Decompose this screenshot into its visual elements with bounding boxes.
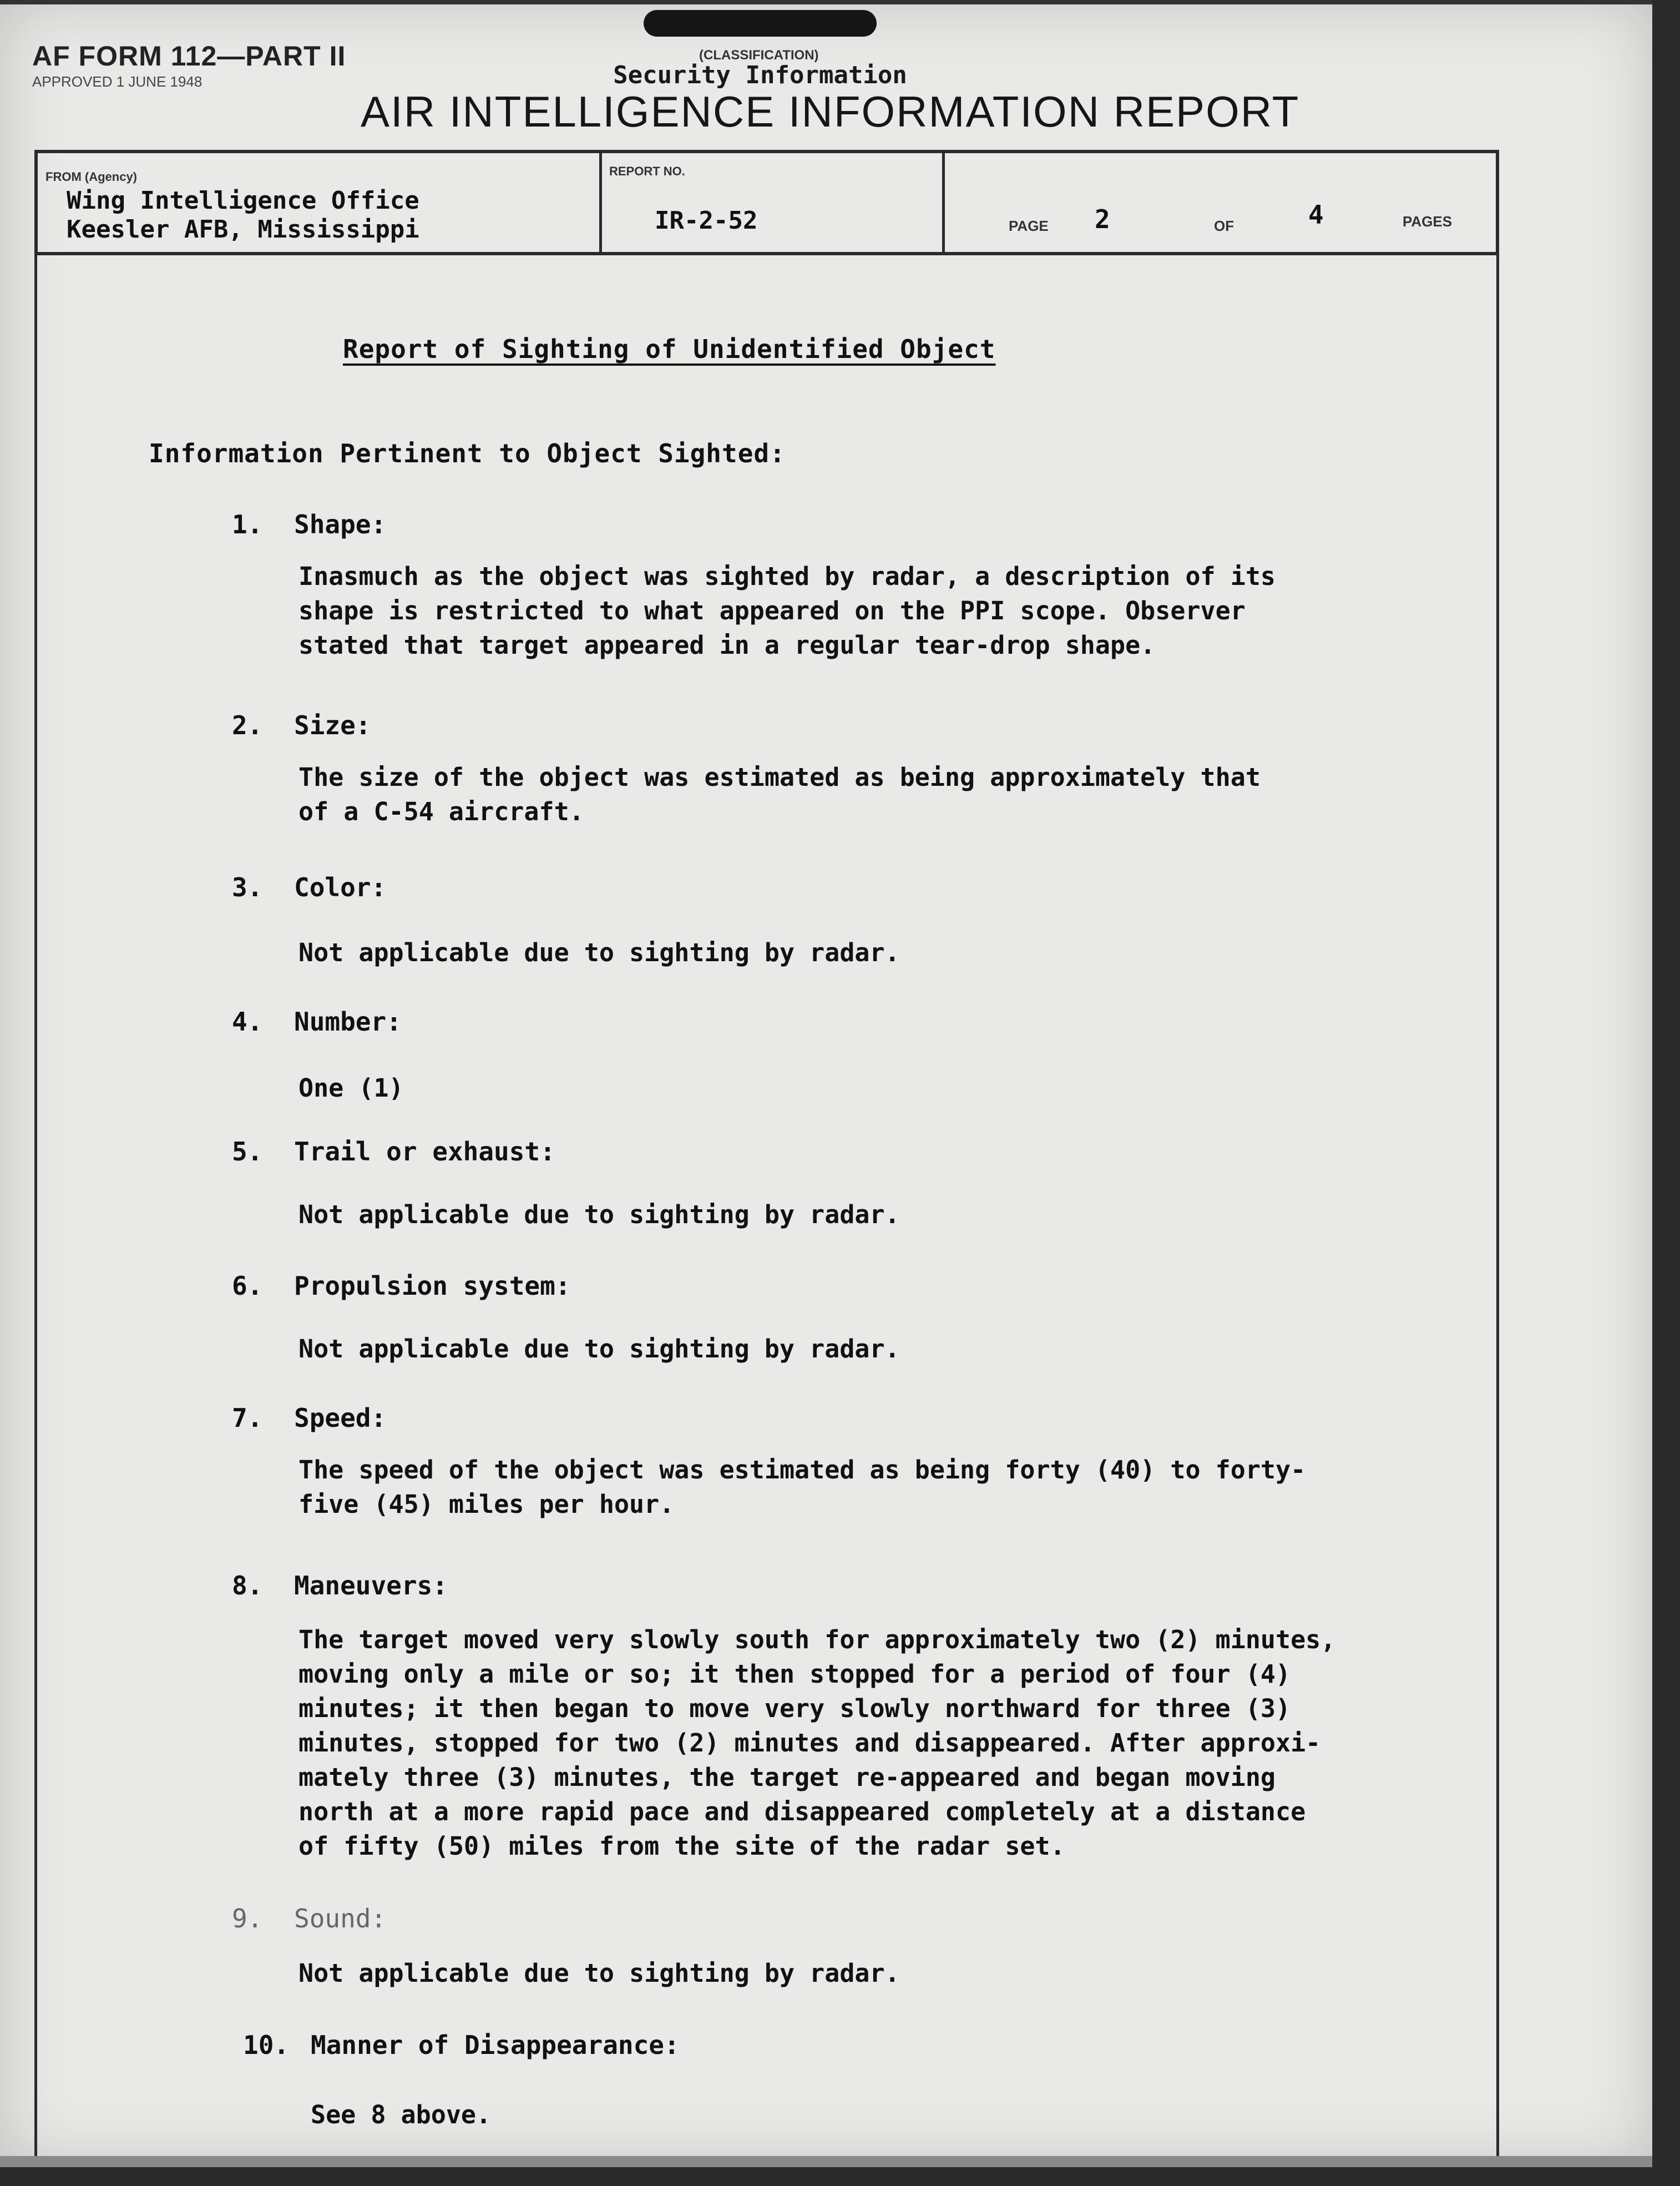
report-number: IR-2-52 bbox=[655, 206, 758, 235]
item-heading-disappearance: Manner of Disappearance: bbox=[311, 2030, 680, 2060]
item-heading-shape: Shape: bbox=[294, 509, 387, 539]
pages-label: PAGES bbox=[1403, 213, 1453, 230]
section-heading: Information Pertinent to Object Sighted: bbox=[149, 438, 786, 468]
item-heading-trail: Trail or exhaust: bbox=[294, 1137, 555, 1167]
item-number: 7. bbox=[232, 1403, 263, 1433]
item-number: 9. bbox=[232, 1904, 263, 1933]
classification-marking: Security Information bbox=[613, 61, 907, 89]
item-heading-color: Color: bbox=[294, 872, 387, 902]
item-number: 3. bbox=[232, 872, 263, 902]
scan-bottom-edge bbox=[0, 2156, 1652, 2167]
report-title: AIR INTELLIGENCE INFORMATION REPORT bbox=[361, 87, 1300, 136]
classification-label: (CLASSIFICATION) bbox=[699, 48, 819, 63]
item-number: 10. bbox=[243, 2030, 290, 2060]
item-number: 6. bbox=[232, 1271, 263, 1301]
form-approved-date: APPROVED 1 JUNE 1948 bbox=[32, 73, 203, 90]
item-body-maneuvers: The target moved very slowly south for approximately two (2) minutes, moving only a mile or so; it then stopped for a period of four (4) minutes; it then began to move very slowly northward for three (3) minutes, stopped for two (2) minutes and disappeared. After approxi- mately three (3) minutes, the target re-appeared and began moving north at a more rapid pace and disappeared completely at a distance of fifty (50) miles from the site of the radar set. bbox=[298, 1625, 1336, 1861]
from-agency-line2: Keesler AFB, Mississippi bbox=[67, 215, 419, 244]
header-divider bbox=[599, 153, 602, 252]
page-number: 2 bbox=[1095, 204, 1110, 234]
item-body-disappearance: See 8 above. bbox=[311, 2100, 492, 2129]
item-number: 8. bbox=[232, 1571, 263, 1601]
report-no-label: REPORT NO. bbox=[609, 164, 685, 178]
item-body-sound: Not applicable due to sighting by radar. bbox=[298, 1958, 900, 1988]
document-title: Report of Sighting of Unidentified Object bbox=[343, 334, 996, 364]
item-heading-number: Number: bbox=[294, 1007, 402, 1037]
of-label: OF bbox=[1214, 218, 1234, 234]
item-body-number: One (1) bbox=[298, 1073, 404, 1103]
item-number: 4. bbox=[232, 1007, 263, 1037]
total-pages: 4 bbox=[1308, 200, 1324, 230]
item-body-shape: Inasmuch as the object was sighted by radar, a description of its shape is restricted to what appeared on the PPI scope. Observer stated that target appeared in a regular tear-drop shape. bbox=[298, 562, 1276, 660]
page-label: PAGE bbox=[1009, 218, 1049, 234]
item-heading-size: Size: bbox=[294, 710, 371, 740]
header-box bbox=[34, 150, 1499, 255]
from-label: FROM (Agency) bbox=[45, 170, 137, 184]
header-divider bbox=[942, 153, 945, 252]
item-body-size: The size of the object was estimated as being approximately that of a C-54 aircraft. bbox=[298, 763, 1261, 826]
from-agency-line1: Wing Intelligence Office bbox=[67, 186, 419, 215]
item-heading-propulsion: Propulsion system: bbox=[294, 1271, 571, 1301]
form-id: AF FORM 112—PART II bbox=[32, 41, 346, 72]
redaction-mark bbox=[644, 10, 877, 37]
item-number: 5. bbox=[232, 1137, 263, 1167]
item-heading-maneuvers: Maneuvers: bbox=[294, 1571, 448, 1601]
item-number: 1. bbox=[232, 509, 263, 539]
item-body-speed: The speed of the object was estimated as being forty (40) to forty- five (45) miles per hour. bbox=[298, 1455, 1306, 1519]
item-body-color: Not applicable due to sighting by radar. bbox=[298, 938, 900, 967]
scan-edge bbox=[0, 0, 1652, 4]
item-number: 2. bbox=[232, 710, 263, 740]
item-body-propulsion: Not applicable due to sighting by radar. bbox=[298, 1334, 900, 1364]
item-body-trail: Not applicable due to sighting by radar. bbox=[298, 1200, 900, 1229]
item-heading-sound: Sound: bbox=[294, 1904, 387, 1933]
item-heading-speed: Speed: bbox=[294, 1403, 387, 1433]
